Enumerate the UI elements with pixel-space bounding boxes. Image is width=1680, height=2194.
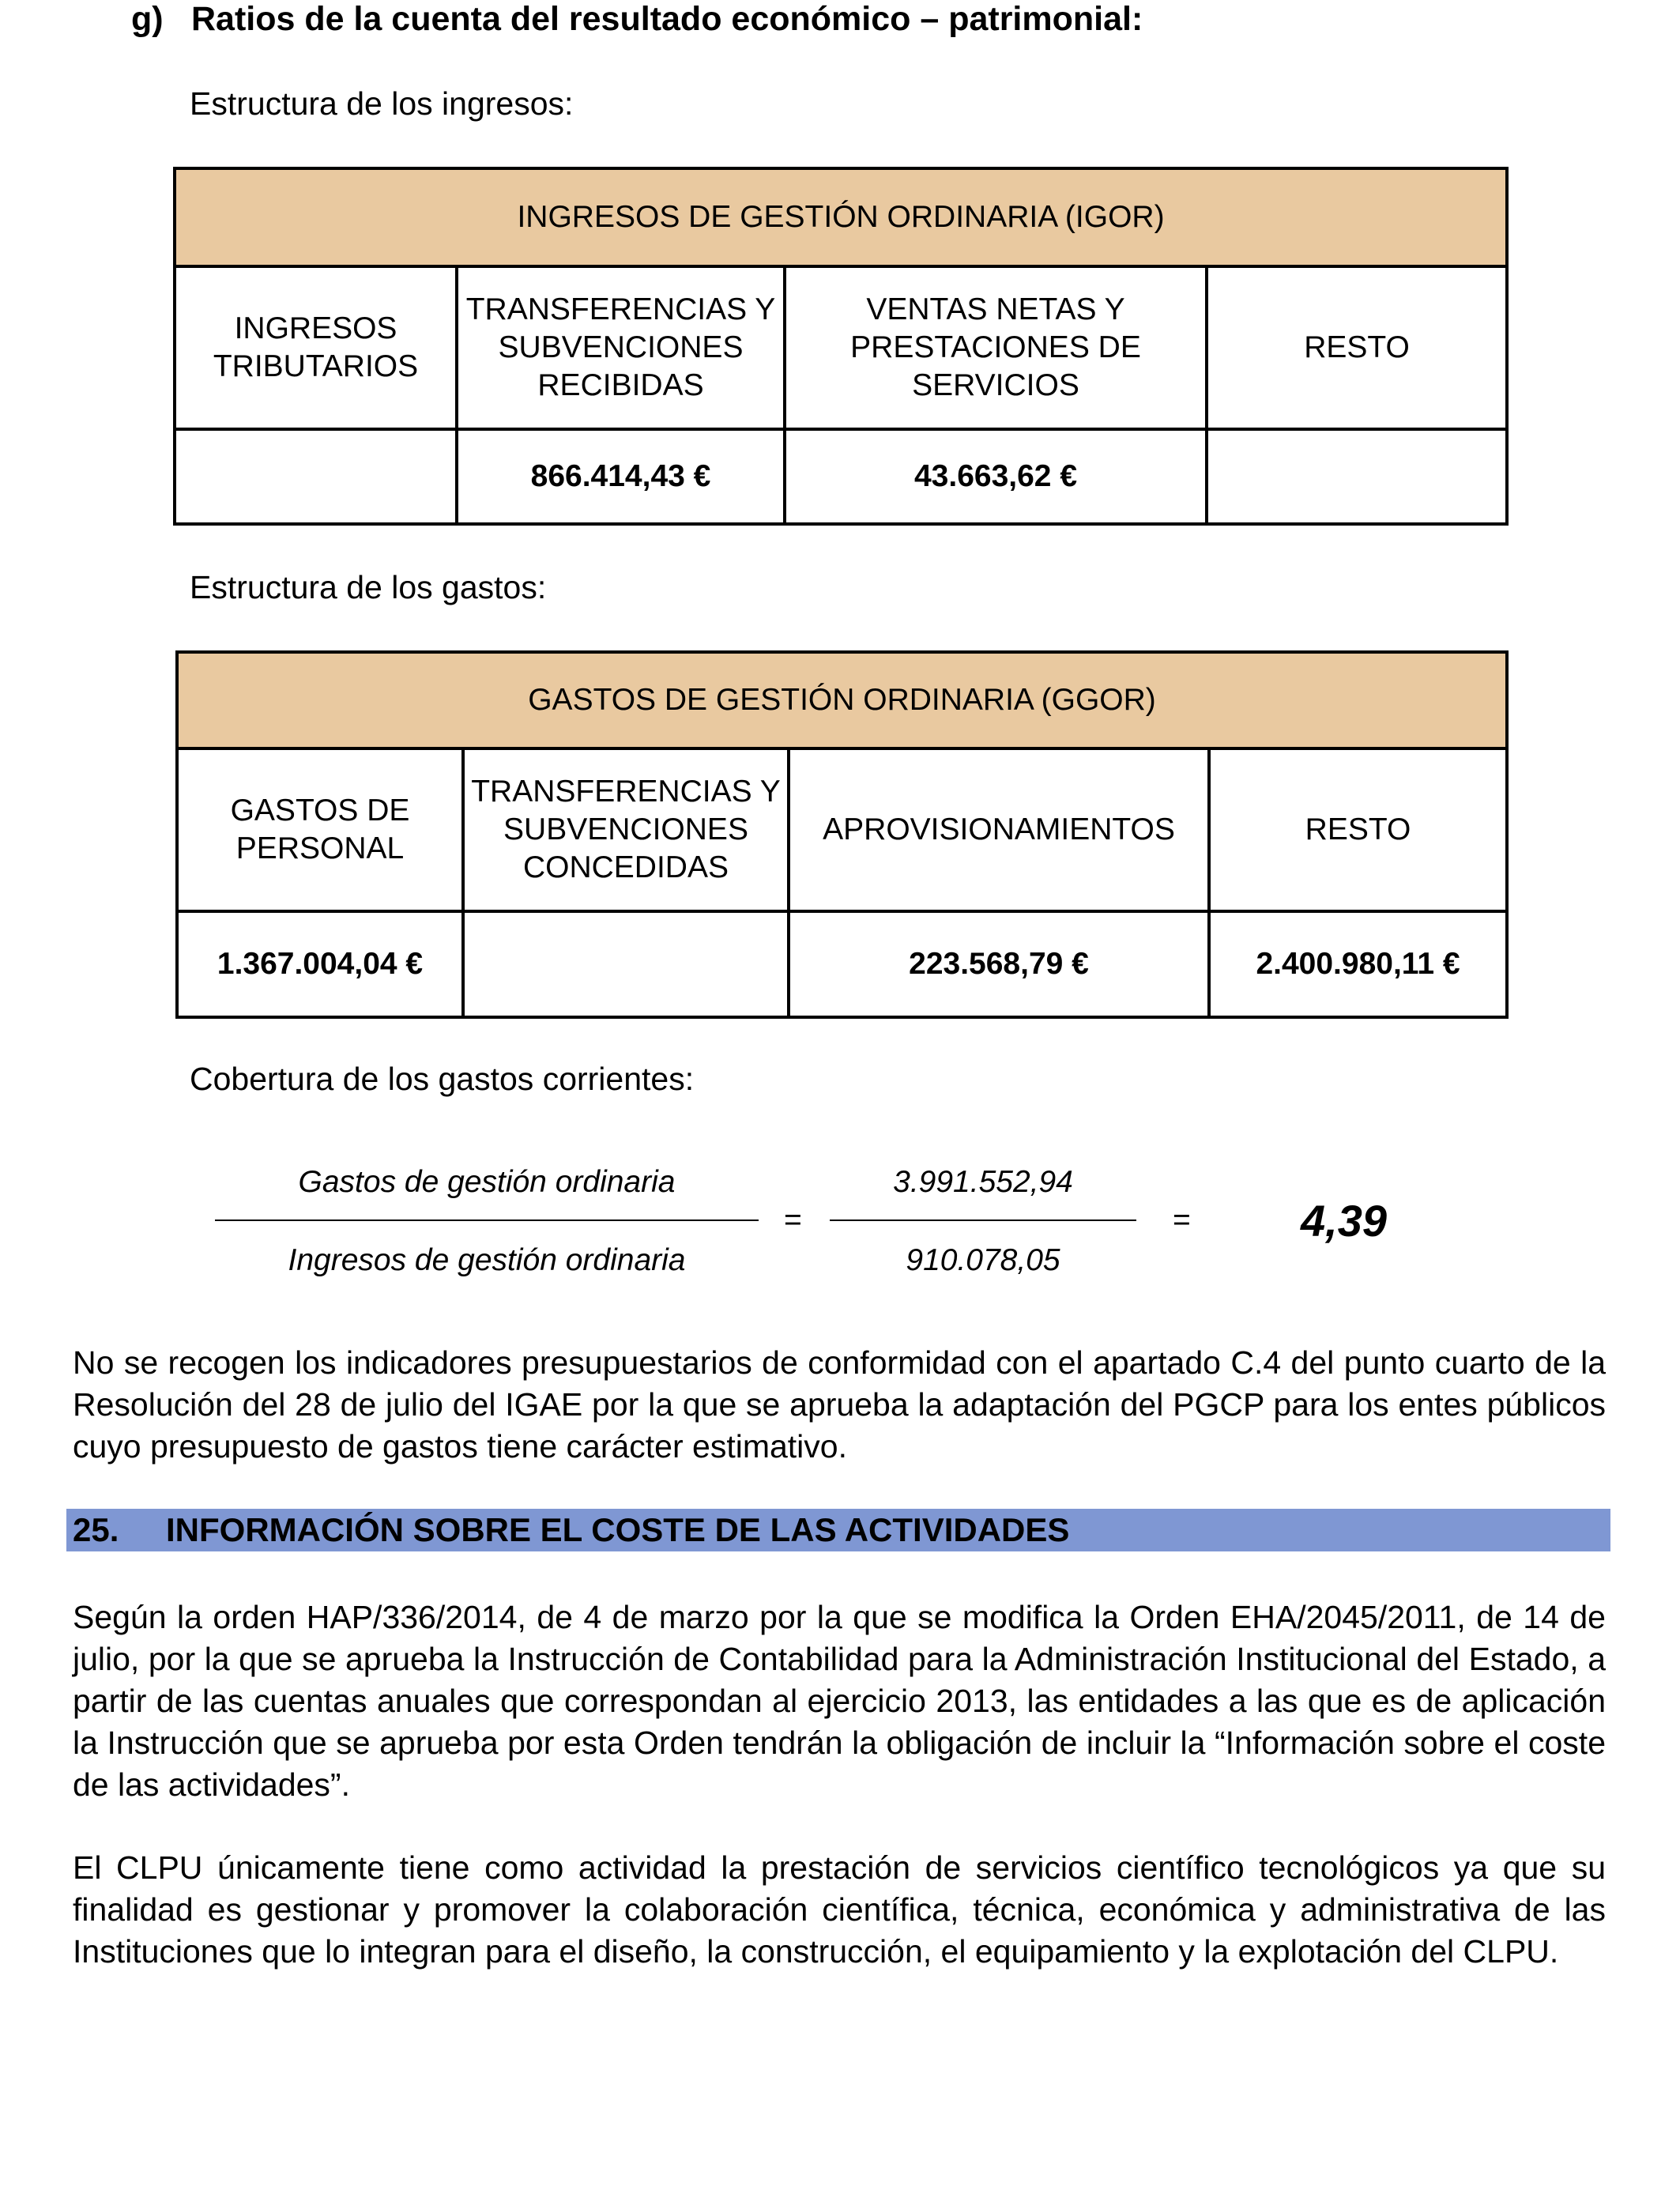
paragraph-2: El CLPU únicamente tiene como actividad la prestación de servicios científico tecnológicos ya que su finalidad es gestionar y promover la colaboración científica, técnica, económica y administrativa de las Instituciones que lo integran para el diseño, la construcción, el equipamiento y la explotación del CLPU.	[73, 1849, 1606, 1970]
gastos-col-aprovisionamientos: APROVISIONAMIENTOS	[789, 748, 1209, 911]
ingresos-col-tributarios: INGRESOS TRIBUTARIOS	[175, 266, 457, 429]
paragraph-1: Según la orden HAP/336/2014, de 4 de marzo por la que se modifica la Orden EHA/2045/2011, de 14 de julio, por la que se aprueba la Instrucción de Contabilidad para la Administración Institucional del Estado, a partir de las cuentas anuales que correspondan al ejercicio 2013, las entidades a las que es de aplicación la Instrucción que se aprueba por esta Orden tendrán la obligación de incluir la “Información sobre el coste de las actividades”.	[73, 1599, 1606, 1803]
gastos-col-personal: GASTOS DE PERSONAL	[177, 748, 463, 911]
ingresos-table	[173, 167, 1509, 526]
ingresos-val-resto	[1207, 429, 1507, 524]
gastos-table	[175, 650, 1509, 1019]
ingresos-col-resto: RESTO	[1207, 266, 1507, 429]
ingresos-col-ventas: VENTAS NETAS Y PRESTACIONES DE SERVICIOS	[785, 266, 1207, 429]
ratio-result: 4,39	[1301, 1196, 1387, 1246]
ingresos-val-ventas: 43.663,62 €	[785, 429, 1207, 524]
cobertura-caption: Cobertura de los gastos corrientes:	[190, 1061, 695, 1097]
ingresos-header: INGRESOS DE GESTIÓN ORDINARIA (IGOR)	[175, 168, 1507, 266]
gastos-caption: Estructura de los gastos:	[190, 569, 547, 605]
gastos-header: GASTOS DE GESTIÓN ORDINARIA (GGOR)	[177, 652, 1507, 748]
gastos-val-resto: 2.400.980,11 €	[1209, 911, 1507, 1017]
fraction-line-labels	[215, 1220, 759, 1221]
gastos-val-aprovisionamientos: 223.568,79 €	[789, 911, 1209, 1017]
section-heading	[131, 0, 1143, 39]
section-title-text: INFORMACIÓN SOBRE EL COSTE DE LAS ACTIVIDADES	[166, 1511, 1070, 1548]
denominator-value: 910.078,05	[906, 1243, 1060, 1277]
ingresos-col-transferencias: TRANSFERENCIAS Y SUBVENCIONES RECIBIDAS	[457, 266, 785, 429]
fraction-line-values	[830, 1220, 1136, 1221]
gastos-val-transferencias	[463, 911, 789, 1017]
gastos-col-resto: RESTO	[1209, 748, 1507, 911]
section-title	[73, 1510, 1069, 1551]
numerator-value: 3.991.552,94	[893, 1165, 1073, 1199]
gastos-val-personal: 1.367.004,04 €	[177, 911, 463, 1017]
note-paragraph: No se recogen los indicadores presupuestarios de conformidad con el apartado C.4 del punto cuarto de la Resolución del 28 de julio del IGAE por la que se aprueba la adaptación del PGCP para los entes públicos cuyo presupuesto de gastos tiene carácter estimativo.	[73, 1344, 1606, 1465]
numerator-label: Gastos de gestión ordinaria	[298, 1165, 676, 1199]
equals-sign-2: =	[1173, 1203, 1191, 1237]
ingresos-val-tributarios	[175, 429, 457, 524]
ingresos-caption: Estructura de los ingresos:	[190, 85, 574, 122]
section-number: 25.	[73, 1511, 119, 1548]
heading-text: Ratios de la cuenta del resultado económico – patrimonial:	[191, 0, 1143, 38]
ingresos-val-transferencias: 866.414,43 €	[457, 429, 785, 524]
denominator-label: Ingresos de gestión ordinaria	[288, 1243, 686, 1277]
equals-sign-1: =	[784, 1203, 802, 1237]
gastos-col-transferencias: TRANSFERENCIAS Y SUBVENCIONES CONCEDIDAS	[463, 748, 789, 911]
heading-letter: g)	[131, 0, 164, 38]
